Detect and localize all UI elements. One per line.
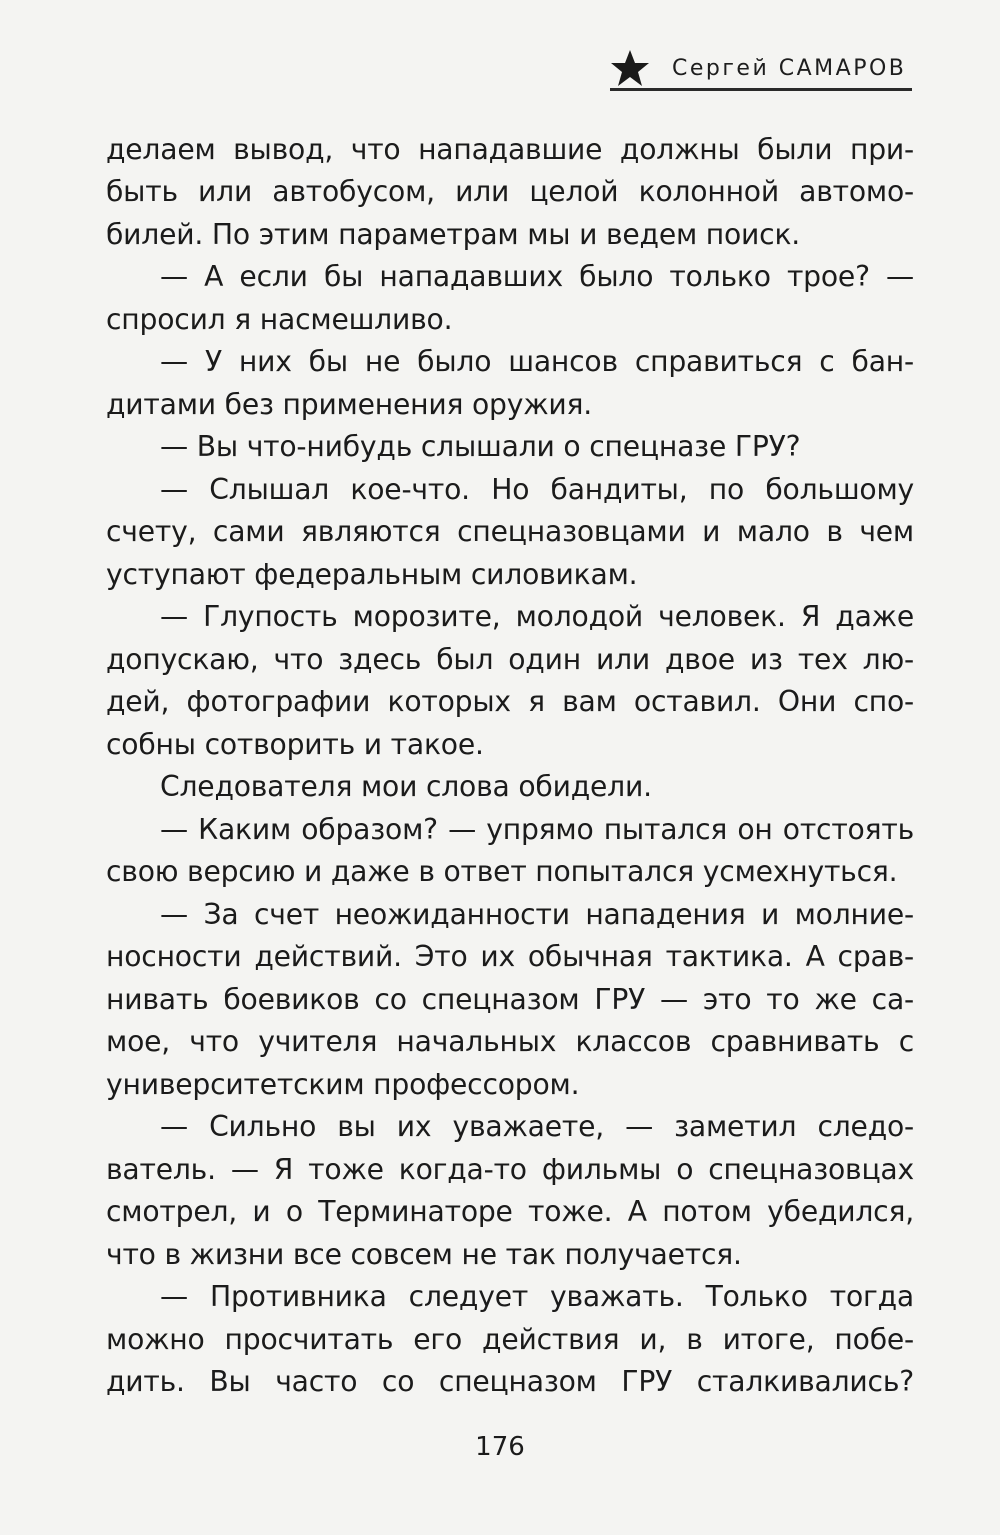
text-line: дить. Вы часто со спецназом ГРУ сталкивались? <box>106 1365 914 1398</box>
text-line: ватель. — Я тоже когда-то фильмы о спецназовцах <box>106 1153 914 1186</box>
text-line: нивать боевиков со спецназом ГРУ — это то же са- <box>106 983 914 1016</box>
text-line: — Каким образом? — упрямо пытался он отстоять <box>160 813 914 846</box>
text-line: быть или автобусом, или целой колонной автомо- <box>106 175 914 208</box>
text-line: можно просчитать его действия и, в итоге, побе- <box>106 1323 914 1356</box>
text-line: — А если бы нападавших было только трое? — <box>160 260 914 293</box>
page-number: 176 <box>475 1432 525 1462</box>
text-line: уступают федеральным силовикам. <box>106 558 638 591</box>
text-line: делаем вывод, что нападавшие должны были при- <box>106 133 914 166</box>
author-name: Сергей САМАРОВ <box>672 56 907 81</box>
text-line: счету, сами являются спецназовцами и мало в чем <box>106 515 914 548</box>
text-line: — За счет неожиданности нападения и молние- <box>160 898 914 931</box>
text-line: — Слышал кое-что. Но бандиты, по большому <box>160 473 914 506</box>
text-line: Следователя мои слова обидели. <box>160 770 652 803</box>
text-line: университетским профессором. <box>106 1068 580 1101</box>
text-line: — Противника следует уважать. Только тогда <box>160 1280 914 1313</box>
text-line: спросил я насмешливо. <box>106 303 453 336</box>
text-line: смотрел, и о Терминаторе тоже. А потом убедился, <box>106 1195 914 1228</box>
text-line: дитами без применения оружия. <box>106 388 593 421</box>
text-line: — У них бы не было шансов справиться с бан- <box>160 345 914 378</box>
text-line: что в жизни все совсем не так получается. <box>106 1238 742 1271</box>
text-line: мое, что учителя начальных классов сравнивать с <box>106 1025 914 1058</box>
text-line: дей, фотографии которых я вам оставил. Они спо- <box>106 685 914 718</box>
text-line: носности действий. Это их обычная тактика. А срав- <box>106 940 914 973</box>
text-line: собны сотворить и такое. <box>106 728 484 761</box>
text-line: допускаю, что здесь был один или двое из тех лю- <box>106 643 914 676</box>
text-line: билей. По этим параметрам мы и ведем поиск. <box>106 218 801 251</box>
text-line: свою версию и даже в ответ попытался усмехнуться. <box>106 855 898 888</box>
text-line: — Вы что-нибудь слышали о спецназе ГРУ? <box>160 430 801 463</box>
text-line: — Сильно вы их уважаете, — заметил следо- <box>160 1110 914 1143</box>
header-rule <box>610 88 912 91</box>
text-line: — Глупость морозите, молодой человек. Я даже <box>160 600 914 633</box>
star-icon <box>610 48 650 88</box>
running-header <box>610 50 912 94</box>
